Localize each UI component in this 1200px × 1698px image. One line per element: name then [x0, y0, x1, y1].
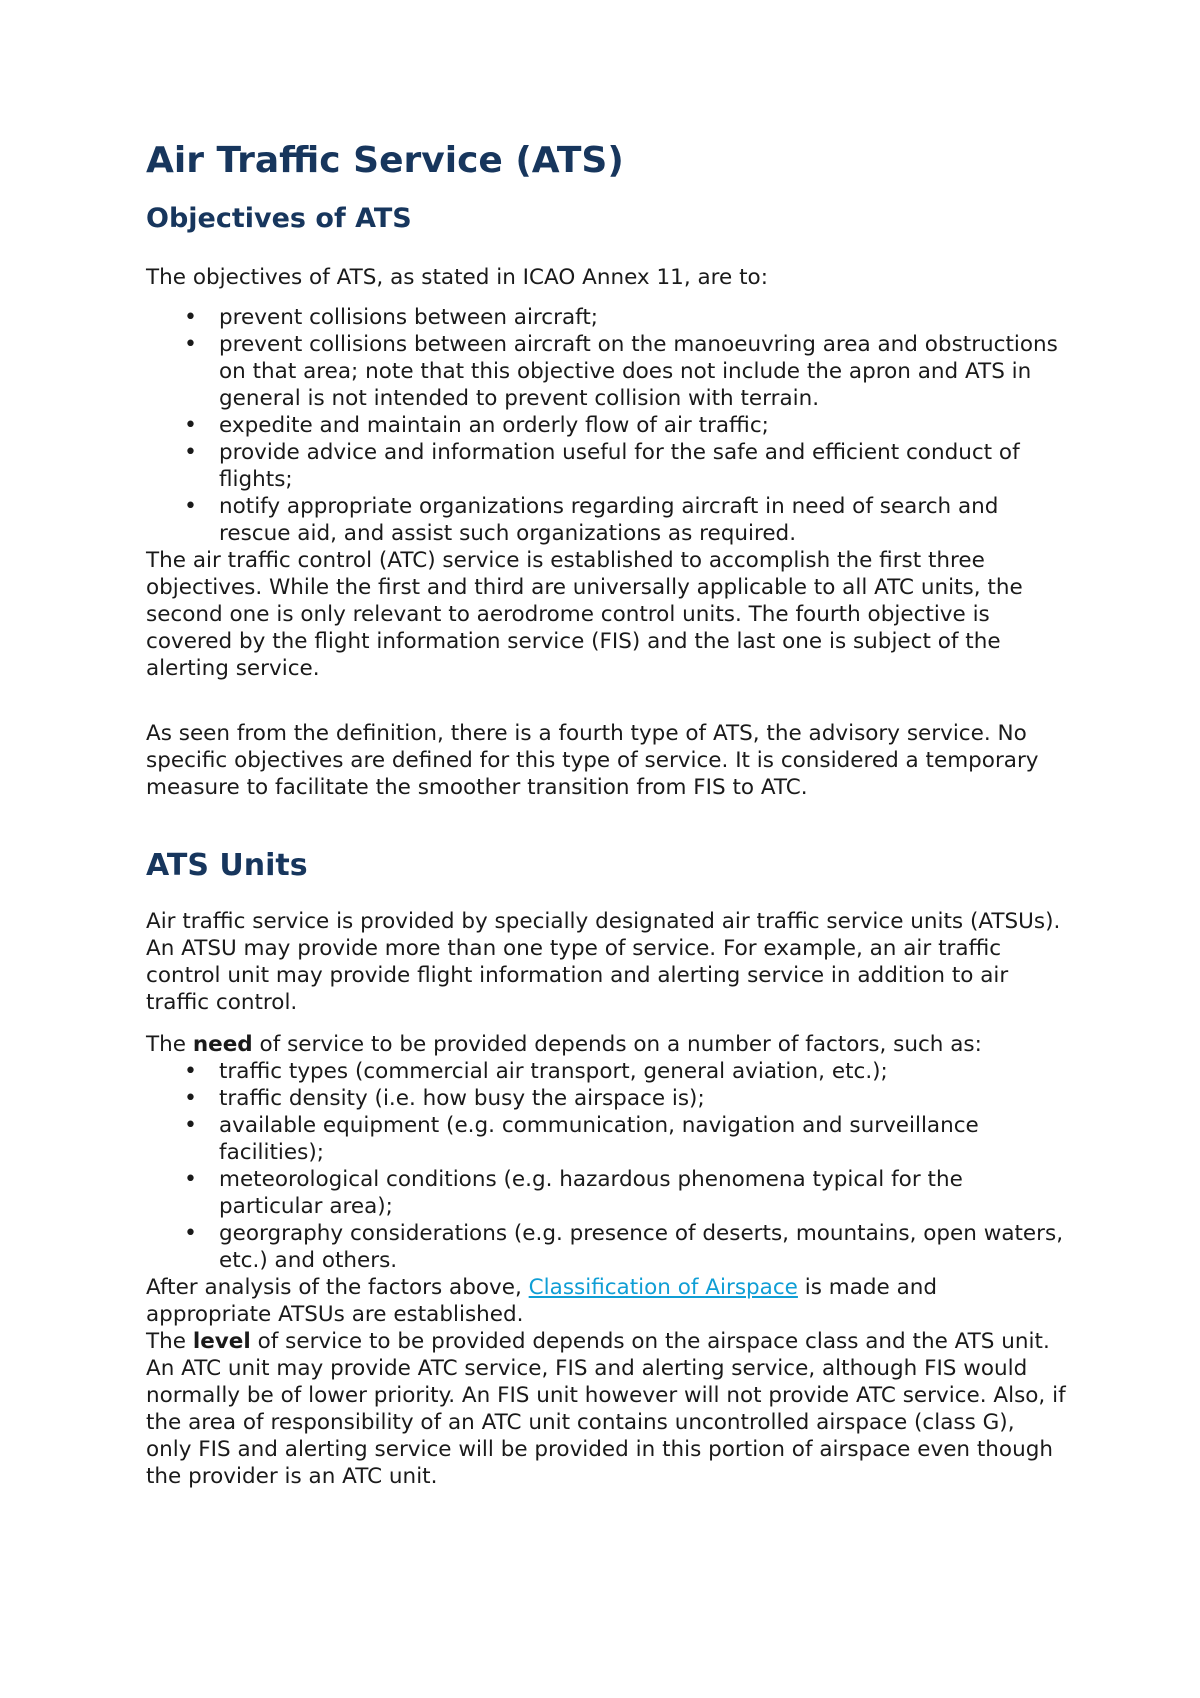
need-paragraph: The need of service to be provided depends on a number of factors, such as:	[146, 1032, 982, 1057]
bullet-icon: •	[184, 1113, 197, 1138]
classification-paragraph: After analysis of the factors above, Classification of Airspace is made and appropriate ATSUs are established.	[146, 1275, 938, 1327]
heading-objectives: Objectives of ATS	[146, 203, 412, 234]
bullet-icon: •	[184, 332, 197, 357]
bullet-icon: •	[184, 1086, 197, 1111]
ats-units-intro: Air traffic service is provided by specially designated air traffic service units (ATSUs). An ATSU may provide more than one type of service. For example, an air traffic control unit may provide flight information and alerting service in addition to air traffic control.	[146, 909, 1061, 1015]
atc-paragraph: The air traffic control (ATC) service is established to accomplish the first three objectives. While the first and third are universally applicable to all ATC units, the second one is only relevant to aerodrome control units. The fourth objective is covered by the flight information service (FIS) and the last one is subject of the alerting service.	[146, 548, 1023, 681]
bullet-icon: •	[184, 413, 197, 438]
classification-of-airspace-link[interactable]: Classification of Airspace	[528, 1275, 798, 1300]
objectives-intro: The objectives of ATS, as stated in ICAO Annex 11, are to:	[146, 265, 768, 290]
list-item: • georgraphy considerations (e.g. presence of deserts, mountains, open waters, etc.) and others.	[184, 1221, 1064, 1273]
bullet-icon: •	[184, 1059, 197, 1084]
page-title: Air Traffic Service (ATS)	[146, 140, 624, 181]
advisory-paragraph: As seen from the definition, there is a fourth type of ATS, the advisory service. No specific objectives are defined for this type of service. It is considered a temporary measure to facilitate the smoother transition from FIS to ATC.	[146, 721, 1039, 800]
list-item: • notify appropriate organizations regarding aircraft in need of search and rescue aid, and assist such organizations as required.	[184, 494, 999, 546]
bullet-icon: •	[184, 1221, 197, 1246]
heading-ats-units: ATS Units	[146, 848, 308, 883]
objectives-section	[146, 264, 1066, 682]
list-item: • traffic density (i.e. how busy the airspace is);	[184, 1086, 705, 1111]
ats-units-section	[146, 908, 1066, 1490]
list-item: • prevent collisions between aircraft;	[184, 305, 598, 330]
list-item: • available equipment (e.g. communication, navigation and surveillance facilities);	[184, 1113, 979, 1165]
need-bold: need	[192, 1032, 253, 1057]
level-bold: level	[192, 1329, 251, 1354]
list-item: • prevent collisions between aircraft on the manoeuvring area and obstructions on that area; note that this objective does not include the apron and ATS in general is not intended to prevent collision with terrain.	[184, 332, 1058, 411]
level-paragraph: The level of service to be provided depends on the airspace class and the ATS unit. An ATC unit may provide ATC service, FIS and alerting service, although FIS would normally be of lower priority. An FIS unit however will not provide ATC service. Also, if the area of responsibility of an ATC unit contains uncontrolled airspace (class G), only FIS and alerting service will be provided in this portion of airspace even though the provider is an ATC unit.	[146, 1329, 1066, 1489]
list-item: • meteorological conditions (e.g. hazardous phenomena typical for the particular area);	[184, 1167, 963, 1219]
advisory-section	[146, 720, 1066, 801]
list-item: • expedite and maintain an orderly flow of air traffic;	[184, 413, 769, 438]
objectives-list	[146, 304, 1066, 547]
bullet-icon: •	[184, 440, 197, 465]
list-item: • traffic types (commercial air transport, general aviation, etc.);	[184, 1059, 888, 1084]
factors-list	[146, 1058, 1066, 1274]
bullet-icon: •	[184, 1167, 197, 1192]
bullet-icon: •	[184, 494, 197, 519]
list-item: • provide advice and information useful for the safe and efficient conduct of flights;	[184, 440, 1020, 492]
bullet-icon: •	[184, 305, 197, 330]
